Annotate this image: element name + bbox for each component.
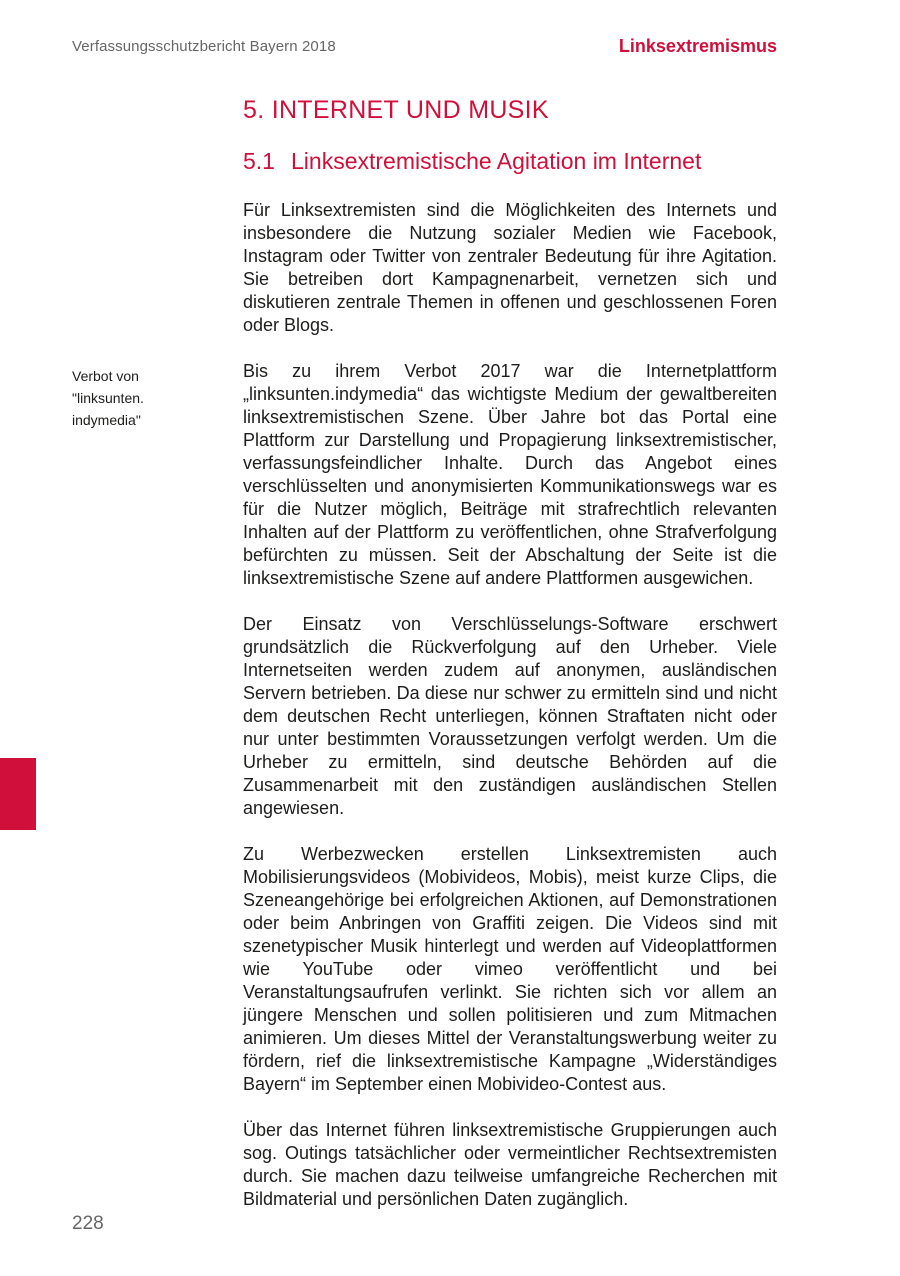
- section-title-text: Linksextremistische Agitation im Internet: [291, 148, 702, 174]
- paragraph: Der Einsatz von Verschlüsselungs-Software erschwert grundsätzlich die Rückverfolgung auf den Urheber. Viele Internetseiten werden zudem auf anonymen, ausländischen Servern betrieben. Da diese nur schwer zu ermitteln sind und nicht dem deutschen Recht unterliegen, können Straftaten nicht oder nur unter bestimmten Voraussetzungen verfolgt werden. Um die Urheber zu ermitteln, sind deutsche Behörden auf die Zusammenarbeit mit den zuständigen ausländischen Stellen angewiesen.: [243, 614, 777, 818]
- paragraph: Bis zu ihrem Verbot 2017 war die Internetplattform „linksunten.indymedia“ das wichtigste Medium der gewaltbereiten linksextremistischen Szene. Über Jahre bot das Portal eine Plattform zur Darstellung und Propagierung linksextremistischer, verfassungsfeindlicher Inhalte. Durch das Angebot eines verschlüsselten und anonymisierten Kommunikationswegs war es für die Nutzer möglich, Beiträge mit strafrechtlich relevanten Inhalten auf der Plattform zu veröffentlichen, ohne Strafverfolgung befürchten zu müssen. Seit der Abschaltung der Seite ist die linksextremistische Szene auf andere Plattformen ausgewichen.: [243, 361, 777, 588]
- running-header-title: Verfassungsschutzbericht Bayern 2018: [72, 38, 336, 55]
- page-number: 228: [72, 1213, 104, 1234]
- running-header-chapter: Linksextremismus: [618, 36, 777, 56]
- body-text: [243, 199, 777, 1234]
- margin-note: [72, 365, 182, 431]
- margin-note-line: "linksunten.: [72, 390, 144, 406]
- chapter-tab-marker: [0, 758, 36, 830]
- paragraph: Für Linksextremisten sind die Möglichkeiten des Internets und insbesondere die Nutzung sozialer Medien wie Facebook, Instagram oder Twitter von zentraler Bedeutung für ihre Agitation. Sie betreiben dort Kampagnenarbeit, vernetzen sich und diskutieren zentrale Themen in offenen und geschlossenen Foren oder Blogs.: [243, 200, 777, 335]
- paragraph: Über das Internet führen linksextremistische Gruppierungen auch sog. Outings tatsächlicher oder vermeintlicher Rechtsextremisten durch. Sie machen dazu teilweise umfangreiche Recherchen mit Bildmaterial und persönlichen Daten zugänglich.: [243, 1120, 777, 1209]
- margin-note-line: indymedia": [72, 412, 141, 428]
- margin-note-line: Verbot von: [72, 368, 139, 384]
- section-number: 5.1: [243, 148, 275, 174]
- paragraph: Zu Werbezwecken erstellen Linksextremisten auch Mobilisierungsvideos (Mobivideos, Mobis), meist kurze Clips, die Szeneangehörige bei erfolgreichen Aktionen, auf Demonstrationen oder beim Anbringen von Graffiti zeigen. Die Videos sind mit szenetypischer Musik hinterlegt und werden auf Videoplattformen wie YouTube oder vimeo veröffentlicht und bei Veranstaltungsaufrufen verlinkt. Sie richten sich vor allem an jüngere Menschen und sollen politisieren und zum Mitmachen animieren. Um dieses Mittel der Veranstaltungswerbung weiter zu fördern, rief die linksextremistische Kampagne „Widerständiges Bayern“ im September einen Mobivideo-Contest aus.: [243, 844, 777, 1094]
- chapter-title: 5. INTERNET UND MUSIK: [243, 96, 549, 124]
- section-title: [243, 148, 701, 175]
